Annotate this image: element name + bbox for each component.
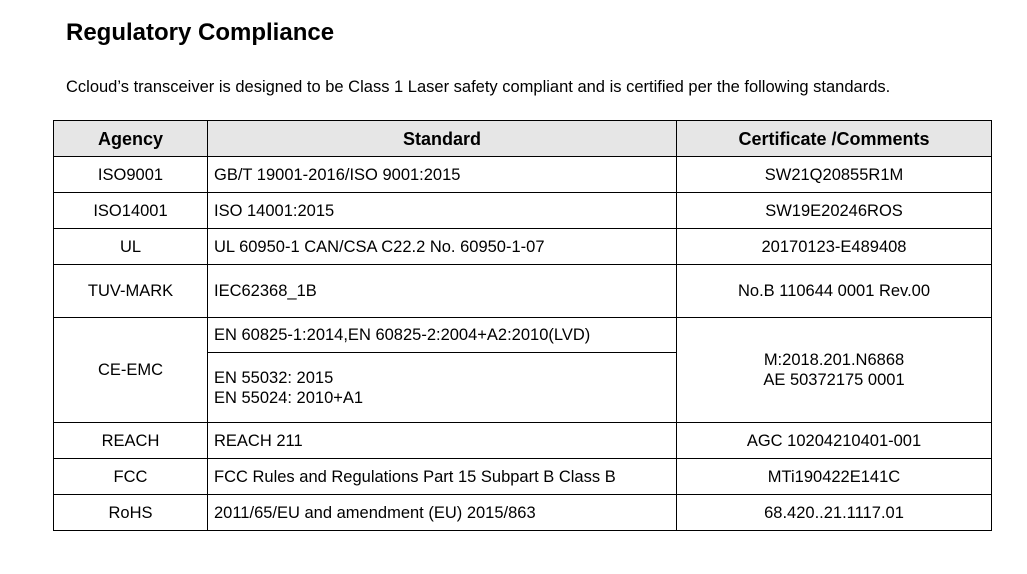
agency-cell: RoHS: [54, 495, 208, 531]
table-row: [54, 265, 992, 318]
agency-cell: ISO9001: [54, 157, 208, 193]
standard-cell: IEC62368_1B: [208, 265, 677, 318]
standard-cell: REACH 211: [208, 423, 677, 459]
agency-cell: ISO14001: [54, 193, 208, 229]
certificate-cell: [677, 318, 992, 423]
certificate-cell: SW19E20246ROS: [677, 193, 992, 229]
compliance-table: [53, 120, 992, 531]
page-title: Regulatory Compliance: [66, 19, 335, 46]
standard-cell: GB/T 19001-2016/ISO 9001:2015: [208, 157, 677, 193]
certificate-cell: 20170123-E489408: [677, 229, 992, 265]
table-row: [54, 193, 992, 229]
table-row: [54, 495, 992, 531]
agency-cell: FCC: [54, 459, 208, 495]
certificate-cell: SW21Q20855R1M: [677, 157, 992, 193]
agency-cell: UL: [54, 229, 208, 265]
agency-cell: REACH: [54, 423, 208, 459]
table-row: [54, 157, 992, 193]
certificate-line: AE 50372175 0001: [763, 371, 905, 389]
certificate-line: M:2018.201.N6868: [763, 351, 905, 369]
certificate-cell: 68.420..21.1117.01: [677, 495, 992, 531]
standard-cell: ISO 14001:2015: [208, 193, 677, 229]
standard-cell: UL 60950-1 CAN/CSA C22.2 No. 60950-1-07: [208, 229, 677, 265]
table-row-ce-emc: [54, 318, 992, 353]
table-row: [54, 459, 992, 495]
header-standard: Standard: [208, 121, 677, 157]
standard-cell-emc: [208, 353, 677, 423]
standard-cell: FCC Rules and Regulations Part 15 Subpart B Class B: [208, 459, 677, 495]
certificate-cell: MTi190422E141C: [677, 459, 992, 495]
certificate-cell: AGC 10204210401-001: [677, 423, 992, 459]
certificate-cell: No.B 110644 0001 Rev.00: [677, 265, 992, 318]
header-certificate: Certificate /Comments: [677, 121, 992, 157]
agency-cell: TUV-MARK: [54, 265, 208, 318]
table-row: [54, 229, 992, 265]
table-row: [54, 423, 992, 459]
standard-line: EN 55024: 2010+A1: [214, 388, 364, 407]
header-agency: Agency: [54, 121, 208, 157]
standard-cell: 2011/65/EU and amendment (EU) 2015/863: [208, 495, 677, 531]
standard-cell-lvd: EN 60825-1:2014,EN 60825-2:2004+A2:2010(LVD): [208, 318, 677, 353]
table-header-row: [54, 121, 992, 157]
agency-cell: CE-EMC: [54, 318, 208, 423]
standard-line: EN 55032: 2015: [214, 368, 334, 387]
intro-text: Ccloud’s transceiver is designed to be Class 1 Laser safety compliant and is certified per the following standards.: [66, 78, 891, 96]
